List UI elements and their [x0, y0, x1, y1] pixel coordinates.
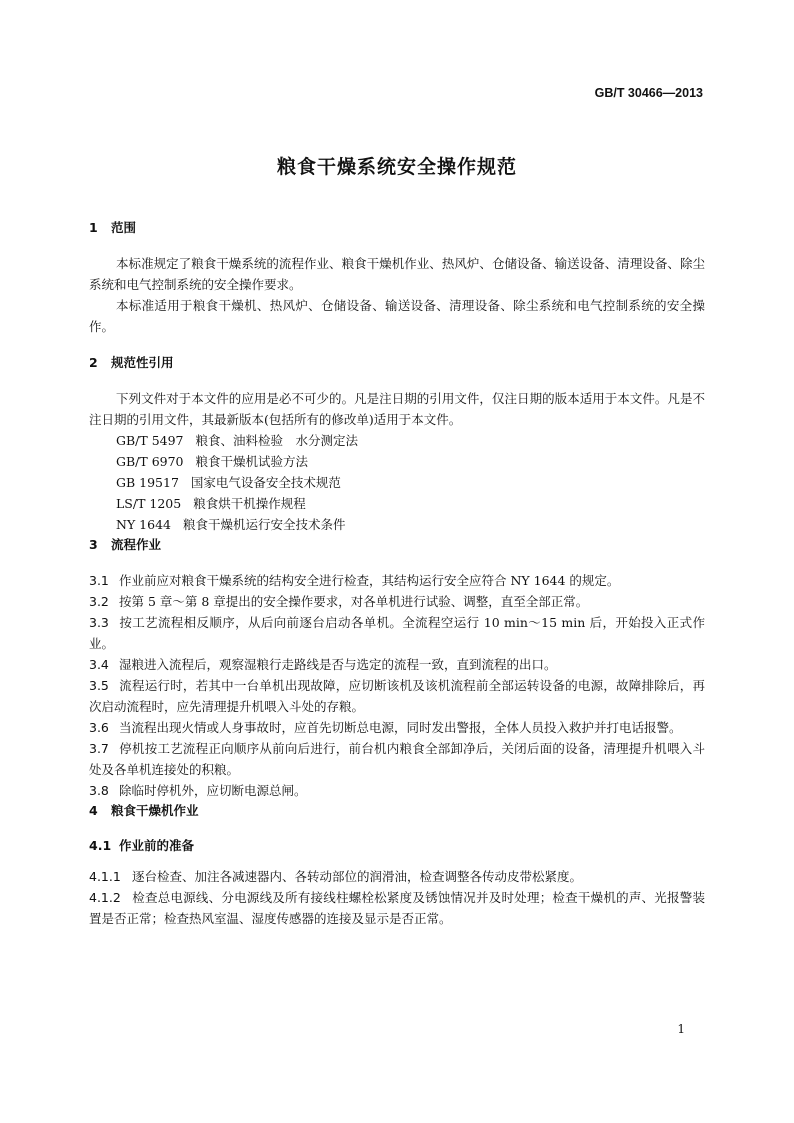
clause: [89, 887, 705, 929]
reference-code: NY 1644: [116, 517, 171, 532]
clause: [89, 591, 705, 612]
clause-number: 3.1: [89, 573, 109, 588]
section-2-heading: [89, 353, 705, 373]
subsection-4-1-heading: [89, 836, 705, 856]
section-number: 2: [89, 355, 98, 370]
reference-item: [89, 451, 705, 472]
reference-code: GB 19517: [116, 475, 179, 490]
page-number: 1: [677, 1022, 685, 1036]
section-number: 1: [89, 220, 98, 235]
clause-text: 逐台检查、加注各减速器内、各转动部位的润滑油，检查调整各传动皮带松紧度。: [132, 869, 583, 884]
clause: [89, 675, 705, 717]
clause-number: 3.7: [89, 741, 109, 756]
clause-text: 按工艺流程相反顺序，从后向前逐台启动各单机。全流程空运行 10 min～15 min 后，开始投入正式作业。: [89, 615, 705, 651]
clause-text: 湿粮进入流程后，观察湿粮行走路线是否与选定的流程一致，直到流程的出口。: [119, 657, 557, 672]
reference-name: 粮食干燥机运行安全技术条件: [182, 517, 346, 532]
section-title: 粮食干燥机作业: [111, 803, 199, 818]
reference-code: GB/T 5497: [116, 433, 184, 448]
clause: [89, 654, 705, 675]
subsection-number: 4.1: [89, 838, 112, 853]
clause-text: 停机按工艺流程正向顺序从前向后进行，前台机内粮食全部卸净后，关闭后面的设备，清理提升机喂入斗处及各单机连接处的积粮。: [89, 741, 705, 777]
clause: [89, 570, 705, 591]
paragraph: 下列文件对于本文件的应用是必不可少的。凡是注日期的引用文件，仅注日期的版本适用于本文件。凡是不注日期的引用文件，其最新版本(包括所有的修改单)适用于本文件。: [89, 391, 705, 427]
clause-number: 3.8: [89, 783, 109, 798]
clause-number: 3.5: [89, 678, 109, 693]
section-title: 规范性引用: [111, 355, 174, 370]
section-number: 3: [89, 537, 98, 552]
page-title: 粮食干燥系统安全操作规范: [276, 156, 517, 178]
reference-item: [89, 430, 705, 451]
clause-text: 除临时停机外，应切断电源总闸。: [119, 783, 307, 798]
clause-text: 检查总电源线、分电源线及所有接线柱螺栓松紧度及锈蚀情况并及时处理；检查干燥机的声、光报警装置是否正常；检查热风室温、湿度传感器的连接及显示是否正常。: [89, 890, 705, 926]
clause: [89, 738, 705, 780]
section-1-heading: [89, 218, 705, 238]
clause-text: 当流程出现火情或人身事故时，应首先切断总电源，同时发出警报，全体人员投入救护并打电话报警。: [119, 720, 682, 735]
document-body: [89, 218, 705, 929]
clause-text: 按第 5 章～第 8 章提出的安全操作要求，对各单机进行试验、调整，直至全部正常。: [119, 594, 589, 609]
reference-name: 粮食、油料检验 水分测定法: [195, 433, 359, 448]
clause: [89, 717, 705, 738]
subsection-title: 作业前的准备: [119, 838, 195, 853]
reference-code: LS/T 1205: [116, 496, 182, 511]
clause-number: 3.2: [89, 594, 109, 609]
clause-text: 流程运行时，若其中一台单机出现故障，应切断该机及该机流程前全部运转设备的电源，故障排除后，再次启动流程时，应先清理提升机喂入斗处的存粮。: [89, 678, 705, 714]
reference-item: [89, 472, 705, 493]
section-title: 范围: [111, 220, 137, 235]
reference-name: 粮食烘干机操作规程: [193, 496, 306, 511]
section-title: 流程作业: [111, 537, 162, 552]
paragraph: 本标准适用于粮食干燥机、热风炉、仓储设备、输送设备、清理设备、除尘系统和电气控制系统的安全操作。: [89, 298, 705, 334]
reference-name: 粮食干燥机试验方法: [195, 454, 309, 469]
clause-text: 作业前应对粮食干燥系统的结构安全进行检查，其结构运行安全应符合 NY 1644 的规定。: [119, 573, 620, 588]
clause-number: 3.3: [89, 615, 109, 630]
paragraph: 本标准规定了粮食干燥系统的流程作业、粮食干燥机作业、热风炉、仓储设备、输送设备、清理设备、除尘系统和电气控制系统的安全操作要求。: [89, 256, 705, 292]
clause: [89, 866, 705, 887]
section-number: 4: [89, 803, 98, 818]
clause-number: 3.6: [89, 720, 109, 735]
reference-list: [89, 430, 705, 535]
reference-item: [89, 493, 705, 514]
clause-number: 3.4: [89, 657, 109, 672]
clause-number: 4.1.2: [89, 890, 121, 905]
section-3-heading: [89, 535, 705, 555]
reference-name: 国家电气设备安全技术规范: [190, 475, 341, 490]
reference-code: GB/T 6970: [116, 454, 184, 469]
clause: [89, 612, 705, 654]
section-4-heading: [89, 801, 705, 821]
clause-number: 4.1.1: [89, 869, 121, 884]
reference-item: [89, 514, 705, 535]
clause: [89, 780, 705, 801]
standard-code: GB/T 30466—2013: [594, 86, 703, 100]
